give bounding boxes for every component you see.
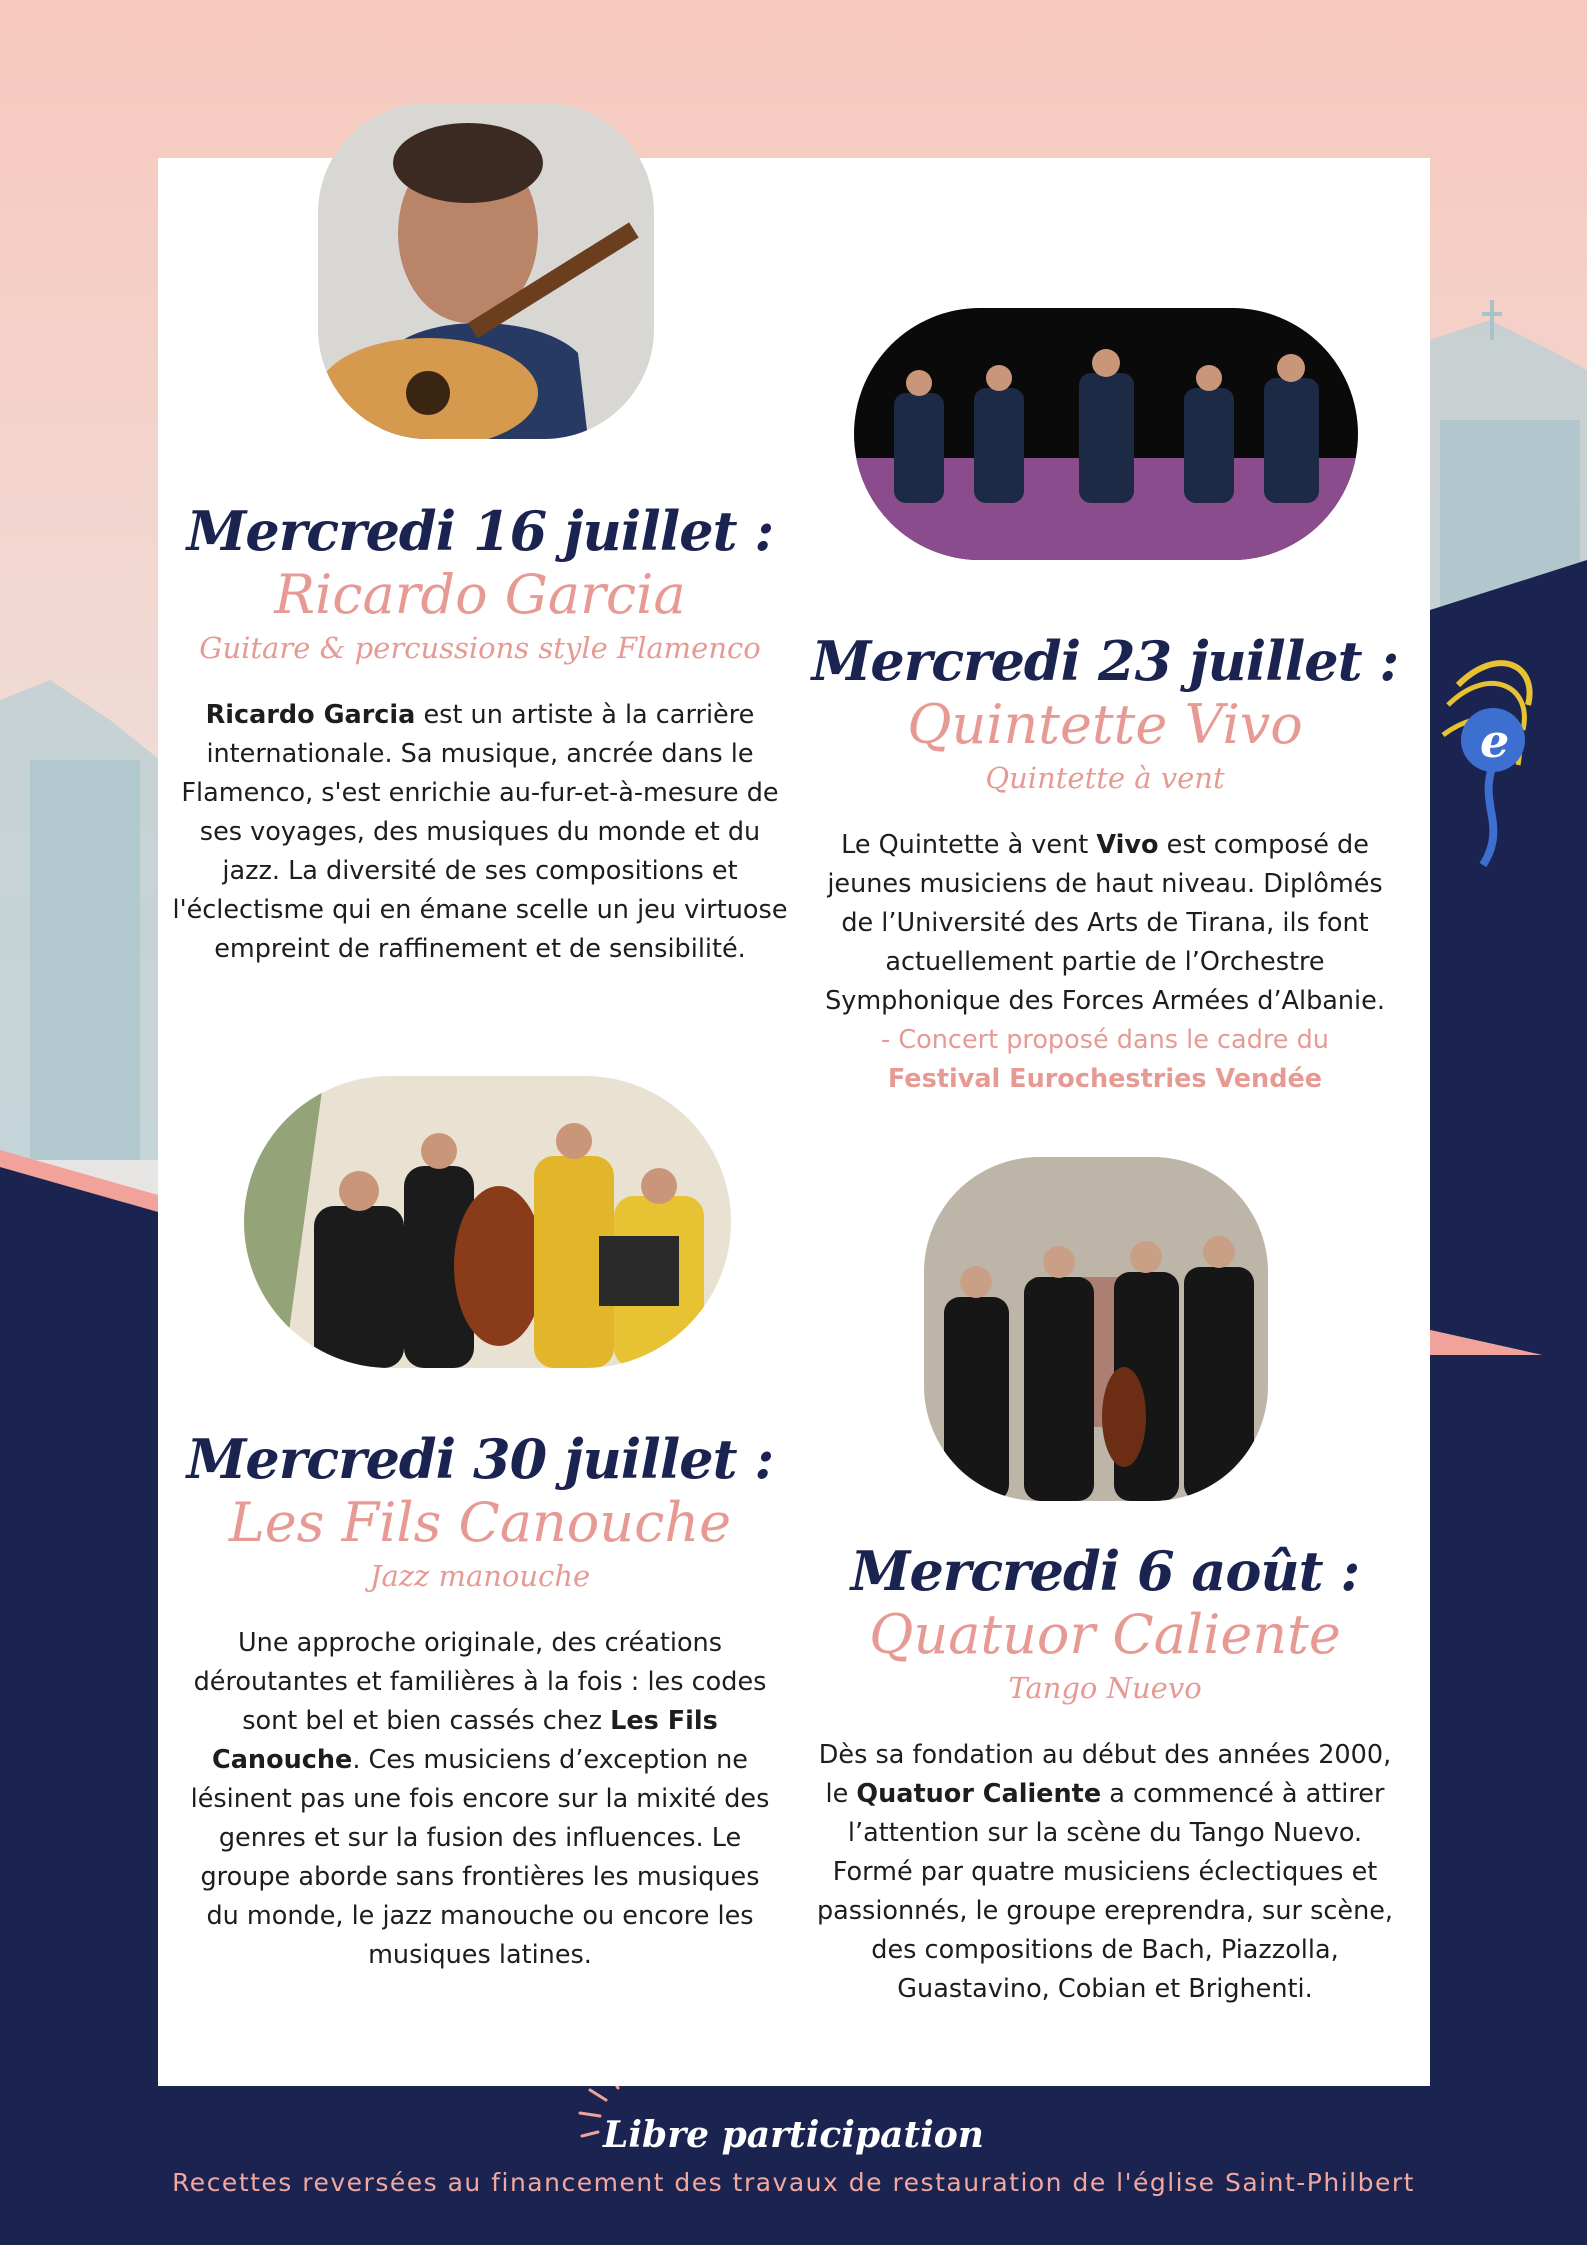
ricardo-garcia-photo <box>318 103 654 439</box>
concert-4 <box>795 1540 1415 2009</box>
concert-subtitle: Tango Nuevo <box>1008 1671 1202 1705</box>
footer-text: Recettes reversées au financement des travaux de restauration de l'église Saint-Philbert <box>172 2168 1415 2197</box>
quintette-vivo-photo <box>854 308 1358 560</box>
logo-letter: e <box>1480 714 1510 768</box>
artist-name: Ricardo Garcia <box>274 563 686 626</box>
footer-title: Libre participation <box>603 2114 984 2156</box>
artist-name: Quintette Vivo <box>907 693 1303 756</box>
concert-2 <box>795 630 1415 1099</box>
quatuor-caliente-photo <box>924 1157 1268 1501</box>
artist-name: Les Fils Canouche <box>228 1491 732 1554</box>
concert-description: Une approche originale, des créations déroutantes et familières à la fois : les codes sont bel et bien cassés chez Les Fils Canouche. Ces musiciens d’exception ne lésinent pas une fois encore sur la mixité des genres et sur la fusion des influences. Le groupe aborde sans frontières les musiques du monde, le jazz manouche ou encore les musiques latines. <box>190 1628 770 1970</box>
concert-subtitle: Guitare & percussions style Flamenco <box>199 631 761 665</box>
concert-subtitle: Jazz manouche <box>369 1559 591 1593</box>
concert-1 <box>170 500 790 969</box>
concert-description: Dès sa fondation au début des années 2000, le Quatuor Caliente a commencé à attirer l’attention sur la scène du Tango Nuevo. Formé par quatre musiciens éclectiques et passionnés, le groupe ereprendra, sur scène, des compositions de Bach, Piazzolla, Guastavino, Cobian et Brighenti. <box>816 1740 1394 2004</box>
les-fils-canouche-photo <box>244 1076 731 1368</box>
concert-3 <box>170 1428 790 1975</box>
concert-date: Mercredi 23 juillet : <box>811 629 1399 693</box>
concert-description: Ricardo Garcia est un artiste à la carrière internationale. Sa musique, ancrée dans le Flamenco, s'est enrichie au-fur-et-à-mesure de ses voyages, des musiques du monde et du jazz. La diversité de ses compositions et l'éclectisme qui en émane scelle un jeu virtuose empreint de raffinement et de sensibilité. <box>172 700 788 964</box>
artist-name: Quatuor Caliente <box>869 1603 1341 1666</box>
concert-date: Mercredi 6 août : <box>850 1539 1360 1603</box>
eurochestries-logo <box>1438 645 1538 880</box>
festival-note: - Concert proposé dans le cadre du <box>881 1025 1329 1055</box>
concert-date: Mercredi 30 juillet : <box>186 1427 774 1491</box>
concert-subtitle: Quintette à vent <box>985 761 1225 795</box>
concert-description: Le Quintette à vent Vivo est composé de jeunes musiciens de haut niveau. Diplômés de l’Université des Arts de Tirana, ils font actuellement partie de l’Orchestre Symphonique des Forces Armées d’Albanie. - Concert proposé dans le cadre du Festival Eurochestries Vendée <box>795 826 1415 1099</box>
festival-name: Festival Eurochestries Vendée <box>887 1064 1323 1094</box>
concert-date: Mercredi 16 juillet : <box>186 499 774 563</box>
